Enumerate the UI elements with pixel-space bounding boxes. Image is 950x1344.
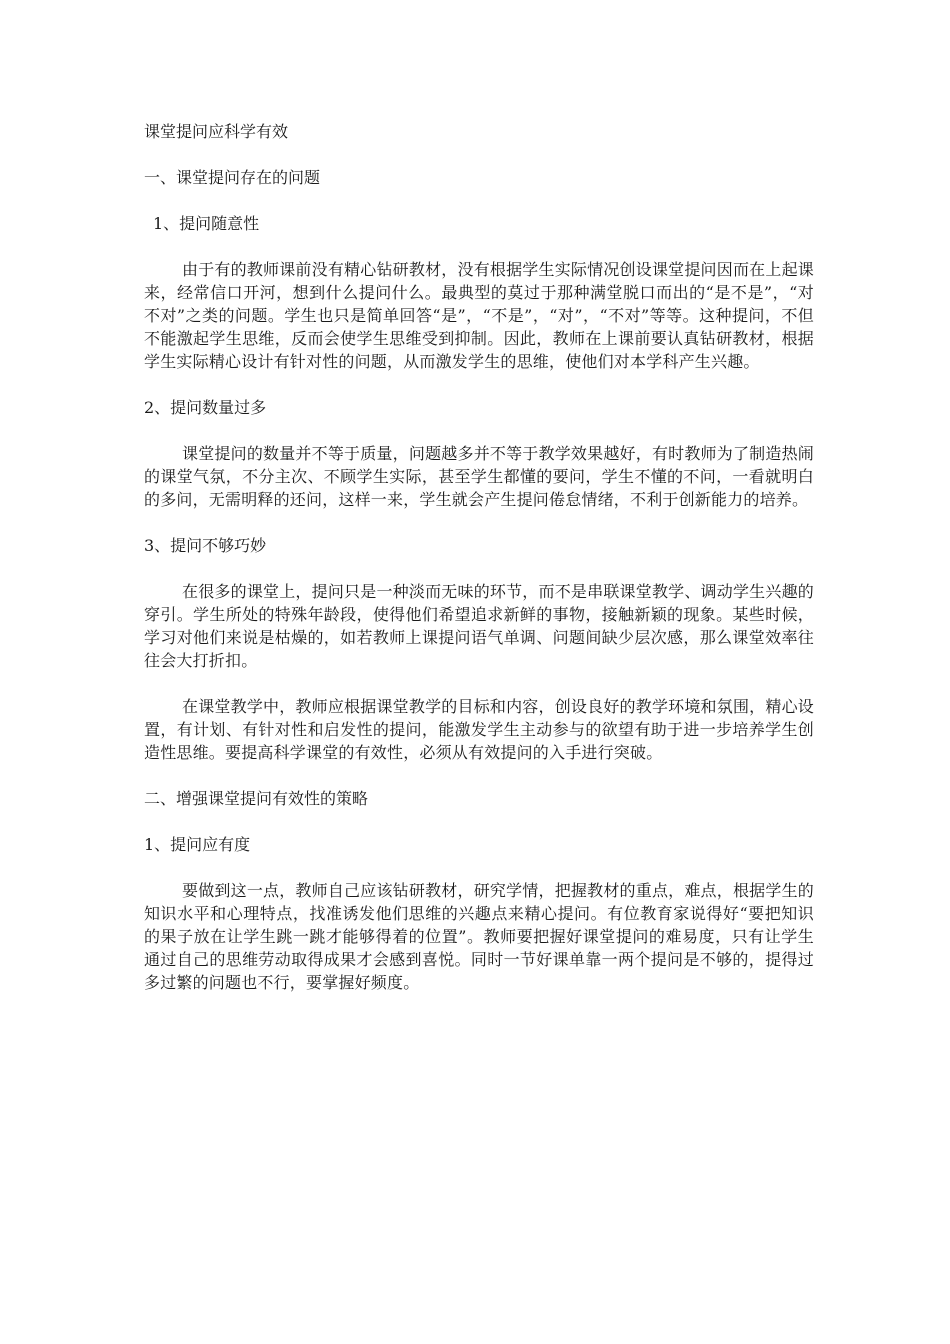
subsection-heading-1-1: 1、提问随意性 <box>153 214 260 233</box>
paragraph-1-1-1: 由于有的教师课前没有精心钻研教材，没有根据学生实际情况创设课堂提问因而在上起课来，经常信口开河，想到什么提问什么。最典型的莫过于那种满堂脱口而出的“是不是”，“对不对”之类的问题。学生也只是简单回答“是”，“不是”，“对”，“不对”等等。这种提问，不但不能激起学生思维，反而会使学生思维受到抑制。因此，教师在上课前要认真钻研教材，根据学生实际精心设计有针对性的问题，从而激发学生的思维，使他们对本学科产生兴趣。 <box>144 260 814 371</box>
paragraph-1-2-1: 课堂提问的数量并不等于质量，问题越多并不等于教学效果越好，有时教师为了制造热闹的课堂气氛，不分主次、不顾学生实际，甚至学生都懂的要问，学生不懂的不问，一看就明白的多问，无需明释的还问，这样一来，学生就会产生提问倦怠情绪，不利于创新能力的培养。 <box>144 444 814 509</box>
subsection-heading-2-1: 1、提问应有度 <box>144 835 251 854</box>
paragraph-2-1-1: 要做到这一点，教师自己应该钻研教材，研究学情，把握教材的重点，难点，根据学生的知识水平和心理特点，找准诱发他们思维的兴趣点来精心提问。有位教育家说得好“要把知识的果子放在让学生跳一跳才能够得着的位置”。教师要把握好课堂提问的难易度，只有让学生通过自己的思维劳动取得成果才会感到喜悦。同时一节好课单靠一两个提问是不够的，提得过多过繁的问题也不行，要掌握好频度。 <box>144 881 814 992</box>
subsection-heading-1-2: 2、提问数量过多 <box>144 398 267 417</box>
subsection-heading-1-3: 3、提问不够巧妙 <box>144 536 267 555</box>
section-heading-1: 一、课堂提问存在的问题 <box>144 168 321 187</box>
paragraph-1-3-1: 在很多的课堂上，提问只是一种淡而无味的环节，而不是串联课堂教学、调动学生兴趣的穿引。学生所处的特殊年龄段，使得他们希望追求新鲜的事物，接触新颖的现象。某些时候，学习对他们来说是枯燥的，如若教师上课提问语气单调、问题间缺少层次感，那么课堂效率往往会大打折扣。 <box>144 582 814 670</box>
document-page <box>144 120 814 1017</box>
section-heading-2: 二、增强课堂提问有效性的策略 <box>144 789 369 808</box>
document-title: 课堂提问应科学有效 <box>144 122 289 141</box>
paragraph-1-3-2: 在课堂教学中，教师应根据课堂教学的目标和内容，创设良好的教学环境和氛围，精心设置，有计划、有针对性和启发性的提问，能激发学生主动参与的欲望有助于进一步培养学生创造性思维。要提高科学课堂的有效性，必须从有效提问的入手进行突破。 <box>144 697 814 762</box>
